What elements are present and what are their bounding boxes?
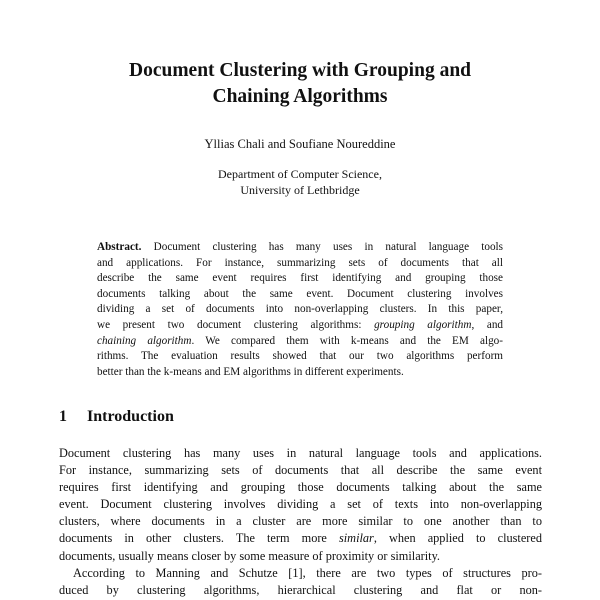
body-line: Document clustering has many uses in natural language tools and applications. bbox=[59, 446, 542, 460]
abstract-line: rithms. The evaluation results showed that our two algorithms perform bbox=[97, 350, 503, 363]
title-line: Document Clustering with Grouping and bbox=[128, 60, 472, 81]
section-number: 1 bbox=[59, 408, 67, 425]
intro-body bbox=[59, 445, 542, 599]
affiliation bbox=[0, 166, 600, 198]
body-line: For instance, summarizing sets of documents that all describe the same event bbox=[59, 463, 542, 478]
abstract-text: . We compared them with k-means and the EM algo- bbox=[191, 334, 503, 347]
abstract-text: we present two document clustering algorithms: bbox=[97, 318, 362, 331]
abstract-label: Abstract. bbox=[97, 241, 142, 253]
body-text: , when applied to clustered bbox=[373, 531, 542, 546]
abstract bbox=[97, 240, 503, 380]
title-line: Chaining Algorithms bbox=[212, 86, 388, 107]
authors: Yllias Chali and Soufiane Noureddine bbox=[204, 137, 396, 151]
body-line: According to Manning and Schutze [1], there are two types of structures pro- bbox=[73, 565, 542, 580]
abstract-text: Document clustering has many uses in natural language tools bbox=[153, 241, 503, 253]
abstract-emphasis: chaining algorithm bbox=[97, 334, 192, 347]
abstract-line bbox=[97, 318, 503, 334]
body-line: clusters, where documents in a cluster are more similar to one another than to bbox=[59, 514, 542, 529]
affiliation-line: University of Lethbridge bbox=[240, 183, 360, 197]
abstract-line: dividing a set of documents into non-overlapping clusters. In this paper, bbox=[97, 303, 503, 316]
abstract-line: documents talking about the same event. Document clustering involves bbox=[97, 287, 503, 300]
section-title: Introduction bbox=[87, 408, 174, 425]
abstract-text: , and bbox=[471, 318, 503, 331]
body-line: duced by clustering algorithms, hierarchical clustering and flat or non- bbox=[59, 582, 542, 597]
body-text: documents in other clusters. The term more bbox=[59, 531, 327, 546]
body-line bbox=[59, 530, 542, 547]
body-line: requires first identifying and grouping those documents talking about the same bbox=[59, 480, 542, 495]
abstract-line bbox=[97, 334, 503, 350]
affiliation-line: Department of Computer Science, bbox=[218, 167, 382, 181]
abstract-line: better than the k-means and EM algorithms in different experiments. bbox=[97, 365, 404, 378]
section-heading bbox=[59, 406, 174, 428]
body-line: documents, usually means closer by some measure of proximity or similarity. bbox=[59, 548, 441, 563]
abstract-emphasis: grouping algorithm bbox=[374, 318, 472, 331]
abstract-line: and applications. For instance, summarizing sets of documents that all bbox=[97, 256, 503, 269]
abstract-line: describe the same event requires first identifying and grouping those bbox=[97, 272, 503, 285]
paper-title bbox=[0, 58, 600, 110]
abstract-line bbox=[97, 240, 503, 256]
body-line: event. Document clustering involves dividing a set of texts into non-overlapping bbox=[59, 497, 542, 512]
body-emphasis: similar bbox=[338, 531, 374, 546]
